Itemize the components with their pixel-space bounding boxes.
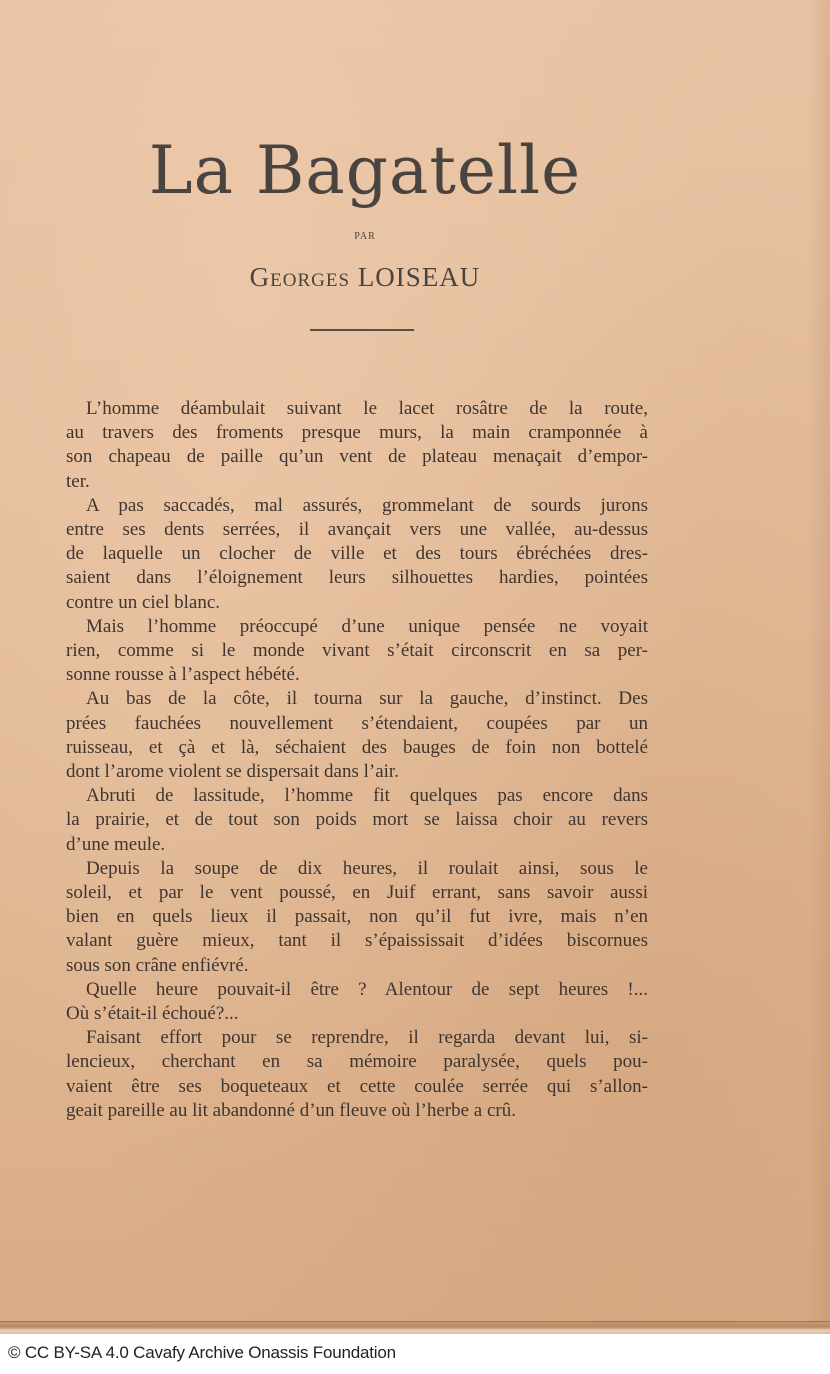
text-line: d’une meule. xyxy=(66,833,166,855)
text-line: prées fauchées nouvellement s’étendaient, coupées par un xyxy=(66,712,648,734)
title-divider xyxy=(310,329,414,331)
text-line: L’homme déambulait suivant le lacet rosâtre de la route, xyxy=(86,398,648,419)
text-line: bien en quels lieux il passait, non qu’il fut ivre, mais n’en xyxy=(66,906,648,928)
text-line: lencieux, cherchant en sa mémoire paralysée, quels pou- xyxy=(66,1051,648,1073)
copyright-credit: © CC BY-SA 4.0 Cavafy Archive Onassis Foundation xyxy=(8,1343,396,1362)
text-line: la prairie, et de tout son poids mort se laissa choir au revers xyxy=(66,809,648,831)
text-line: entre ses dents serrées, il avançait vers une vallée, au-dessus xyxy=(66,519,648,541)
text-line: ter. xyxy=(66,470,90,492)
text-line: geait pareille au lit abandonné d’un fleuve où l’herbe a crû. xyxy=(66,1099,516,1121)
text-line: valant guère mieux, tant il s’épaississait d’idées biscornues xyxy=(66,930,648,952)
document-title: La Bagatelle xyxy=(148,132,582,209)
text-line: saient dans l’éloignement leurs silhouettes hardies, pointées xyxy=(66,567,648,589)
text-line: soleil, et par le vent poussé, en Juif errant, sans savoir aussi xyxy=(66,882,648,904)
author-name: Georges LOISEAU xyxy=(249,262,481,292)
text-line: contre un ciel blanc. xyxy=(66,591,221,613)
text-line: Quelle heure pouvait-il être ? Alentour de sept heures !... xyxy=(86,978,648,1000)
text-line: Mais l’homme préoccupé d’une unique pensée ne voyait xyxy=(86,615,648,637)
text-line: sous son crâne enfiévré. xyxy=(66,954,249,976)
text-line: sonne rousse à l’aspect hébété. xyxy=(66,664,300,686)
byline-par: PAR xyxy=(354,231,376,242)
body-text xyxy=(66,397,648,1123)
text-line: son chapeau de paille qu’un vent de plateau menaçait d’empor- xyxy=(66,446,648,468)
text-line: rien, comme si le monde vivant s’était circonscrit en sa per- xyxy=(66,640,648,662)
text-line: Au bas de la côte, il tourna sur la gauche, d’instinct. Des xyxy=(86,688,648,710)
text-line: Abruti de lassitude, l’homme fit quelques pas encore dans xyxy=(86,785,648,807)
text-line: Faisant effort pour se reprendre, il regarda devant lui, si- xyxy=(86,1027,648,1049)
page-edge-shadow xyxy=(808,0,830,1334)
text-line: au travers des froments presque murs, la main cramponnée à xyxy=(66,422,648,444)
text-line: Où s’était-il échoué?... xyxy=(66,1003,239,1025)
text-line: ruisseau, et çà et là, séchaient des bauges de foin non bottelé xyxy=(66,736,648,758)
text-line: dont l’arome violent se dispersait dans l’air. xyxy=(66,761,399,783)
text-line: de laquelle un clocher de ville et des tours ébréchées dres- xyxy=(66,543,648,565)
text-line: A pas saccadés, mal assurés, grommelant de sourds jurons xyxy=(86,494,648,516)
text-line: vaient être ses boqueteaux et cette coulée serrée qui s’allon- xyxy=(66,1075,648,1097)
text-line: Depuis la soupe de dix heures, il roulait ainsi, sous le xyxy=(86,857,648,879)
